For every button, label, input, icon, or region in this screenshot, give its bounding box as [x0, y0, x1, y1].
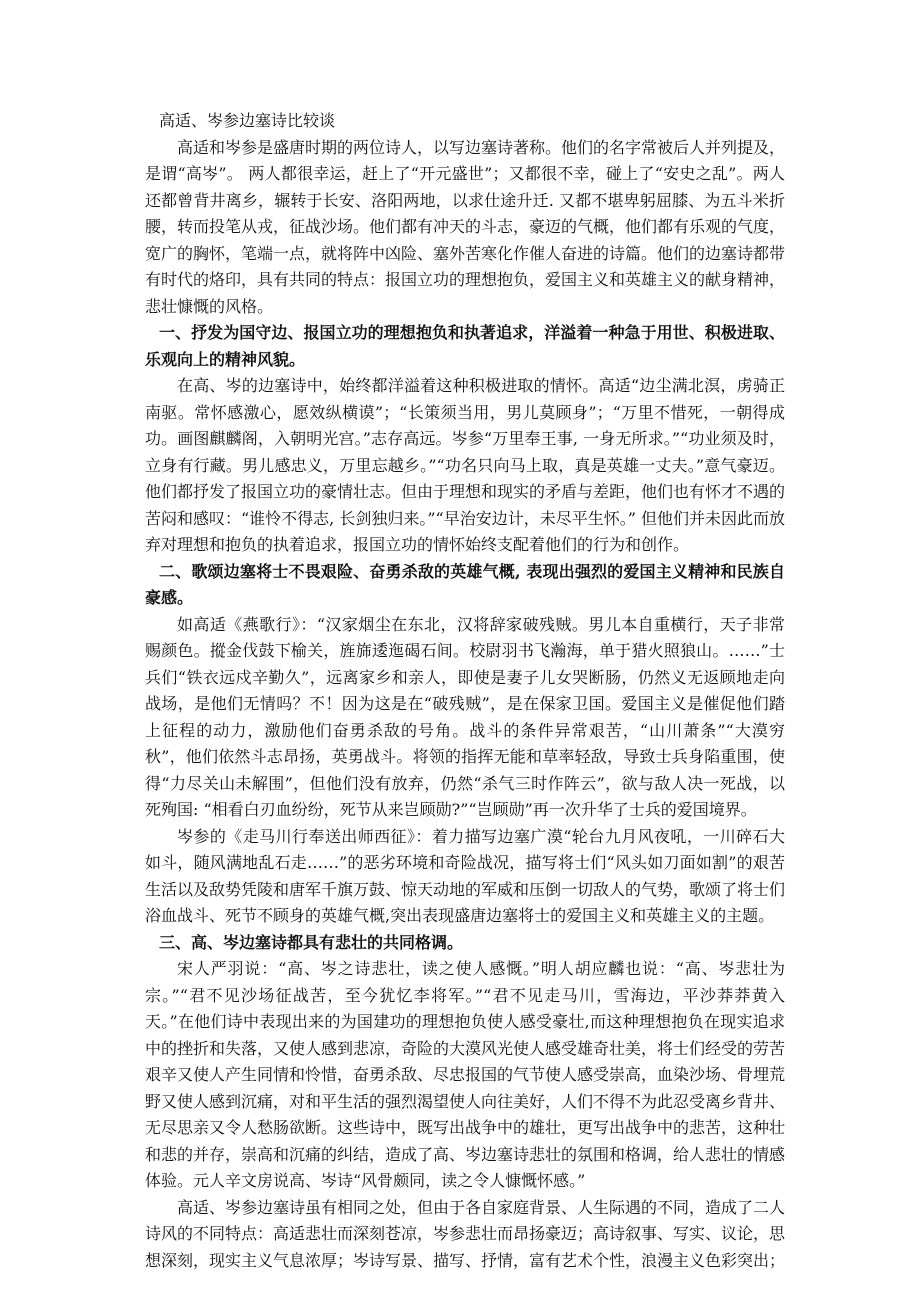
document-page — [145, 108, 785, 1274]
document-title: 高适、岑参边塞诗比较谈 — [159, 111, 336, 130]
section-3-paragraph-2: 高适、岑参边塞诗虽有相同之处，但由于各自家庭背景、人生际遇的不同，造成了二人诗风的不同特点：高适悲壮而深刻苍凉，岑参悲壮而昂扬豪迈；高诗叙事、写实、议论，思想深刻，现实主义气息浓厚；岑诗写景、描写、抒情，富有艺术个性，浪漫主义色彩突出； — [145, 1197, 786, 1270]
section-heading-2: 二、歌颂边塞将士不畏艰险、奋勇杀敌的英雄气概, 表现出强烈的爱国主义精神和民族自豪感。 — [145, 561, 785, 607]
section-heading-3: 三、高、岑边塞诗都具有悲壮的共同格调。 — [159, 932, 464, 952]
intro-paragraph: 高适和岑参是盛唐时期的两位诗人，以写边塞诗著称。他们的名字常被后人并列提及，是谓“高岑”。 两人都很幸运，赶上了“开元盛世”；又都很不幸，碰上了“安史之乱”。两人还都曾背井离乡，辗转于长安、洛阳两地，以求仕途升迁. 又都不堪卑躬屈膝、为五斗米折腰，转而投笔从戎，征战沙场。他们都有冲天的斗志，豪迈的气概，他们都有乐观的气度，宽广的胸怀，笔端一点，就将阵中凶险、塞外苦寒化作催人奋进的诗篇。他们的边塞诗都带有时代的烙印，具有共同的特点：报国立功的理想抱负，爱国主义和英雄主义的献身精神，悲壮慷慨的风格。 — [145, 137, 786, 316]
section-2-paragraph-1: 如高适《燕歌行》：“汉家烟尘在东北，汉将辞家破残贼。男儿本自重横行，天子非常赐颜色。摐金伐鼓下榆关，旌旆逶迤碣石间。校尉羽书飞瀚海，单于猎火照狼山。……”士兵们“铁衣远戍辛勤久”，远离家乡和亲人，即使是妻子儿女哭断肠，仍然义无返顾地走向战场，是他们无情吗？不！因为这是在“破残贼”，是在保家卫国。爱国主义是催促他们踏上征程的动力，激励他们奋勇杀敌的号角。战斗的条件异常艰苦，“山川萧条”“大漠穷秋”，他们依然斗志昂扬，英勇战斗。将领的指挥无能和草率轻敌，导致士兵身陷重围，使得“力尽关山未解围”，但他们没有放弃，仍然“杀气三时作阵云”，欲与敌人决一死战，以死殉国: “相看白刃血纷纷，死节从来岂顾勋?”“岂顾勋”再一次升华了士兵的爱国境界。 — [145, 614, 785, 819]
section-3-paragraph-1: 宋人严羽说：“高、岑之诗悲壮，读之使人感慨。”明人胡应麟也说：“高、岑悲壮为宗。”“君不见沙场征战苦，至今犹忆李将军。”“君不见走马川，雪海边，平沙莽莽黄入天。”在他们诗中表现出来的为国建功的理想抱负使人感受豪壮,而这种理想抱负在现实追求中的挫折和失落，又使人感到悲凉，奇险的大漠风光使人感受雄奇壮美，将士们经受的劳苦艰辛又使人产生同情和怜惜，奋勇杀敌、尽忠报国的气节使人感受崇高，血染沙场、骨埋荒野又使人感到沉痛，对和平生活的强烈渴望使人向往美好，人们不得不为此忍受离乡背井、无尽思亲又令人愁肠欲断。这些诗中，既写出战争中的雄壮，更写出战争中的悲苦，这种壮和悲的并存，崇高和沉痛的纠结，造成了高、岑边塞诗悲壮的氛围和格调，给人悲壮的情感体验。元人辛文房说高、岑诗“风骨颇同，读之令人慷慨怀感。” — [145, 959, 786, 1190]
section-1-paragraph: 在高、岑的边塞诗中，始终都洋溢着这种积极进取的情怀。高适“边尘满北溟，虏骑正南驱。常怀感激心，愿效纵横谟”；“长策须当用，男儿莫顾身”；“万里不惜死，一朝得成功。画图麒麟阁，入朝明光宫。”志存高远。岑参“万里奉王事, 一身无所求。”“功业须及时，立身有行藏。男儿感忠义，万里忘越乡。”“功名只向马上取，真是英雄一丈夫。”意气豪迈。他们都抒发了报国立功的豪情壮志。但由于理想和现实的矛盾与差距，他们也有怀才不遇的苦闷和感叹：“谁怜不得志, 长剑独归来。”“早治安边计，未尽平生怀。” 但他们并未因此而放弃对理想和抱负的执着追求，报国立功的情怀始终支配着他们的行为和创作。 — [145, 376, 786, 554]
section-2-paragraph-2: 岑参的《走马川行奉送出师西征》：着力描写边塞广漠“轮台九月风夜吼，一川碎石大如斗，随风满地乱石走……”的恶劣环境和奇险战况，描写将士们“风头如刀面如割”的艰苦生活以及敌势凭陵和唐军千旗万鼓、惊天动地的军威和压倒一切敌人的气势，歌颂了将士们浴血战斗、死节不顾身的英雄气概,突出表现盛唐边塞将士的爱国主义和英雄主义的主题。 — [145, 826, 786, 925]
section-heading-1: 一、抒发为国守边、报国立功的理想抱负和执著追求，洋溢着一种急于用世、积极进取、乐观向上的精神风貌。 — [145, 323, 785, 369]
